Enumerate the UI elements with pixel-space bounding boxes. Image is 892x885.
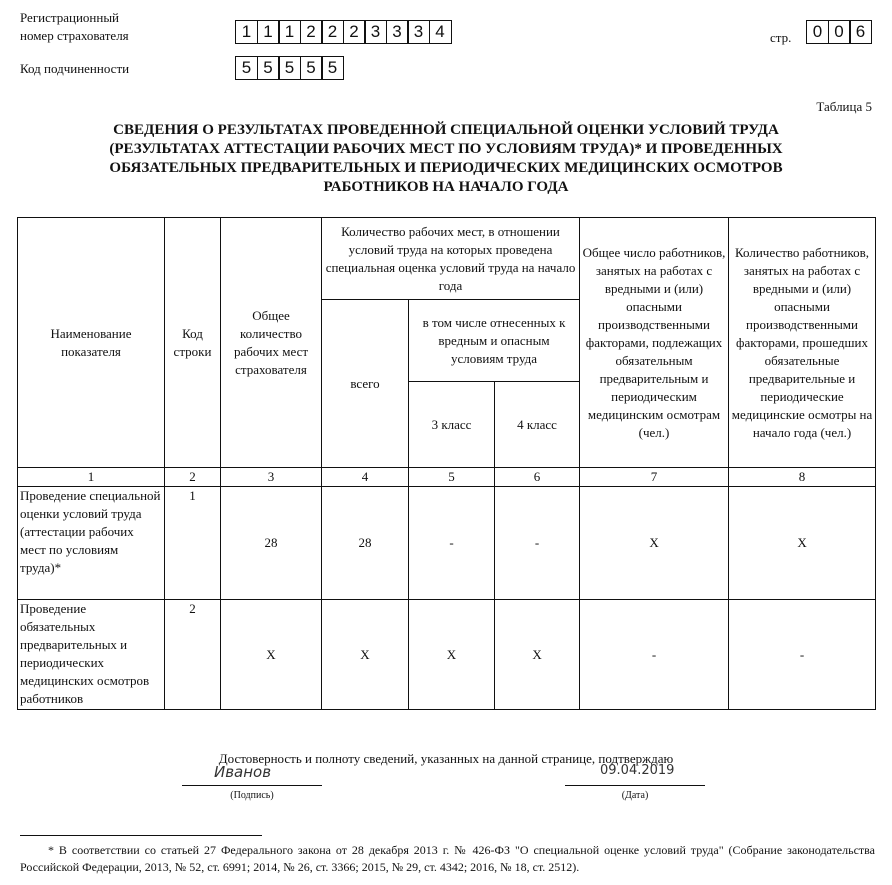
col-number: 1 (18, 468, 165, 487)
row-name: Проведение специальной оценки условий труда (аттестации рабочих мест по условиям труда)* (18, 487, 165, 600)
row-value: X (221, 600, 322, 710)
row-value: X (322, 600, 409, 710)
page-digit: 0 (828, 20, 851, 44)
subordination-label: Код подчиненности (20, 61, 130, 76)
header-workers-subject: Общее число работников, занятых на работах с вредными и (или) опасными производственными факторами, подлежащих обязательным предварительным и периодическим медицинским осмотрам (чел.) (580, 218, 729, 468)
header-harmful: в том числе отнесенных к вредным и опасным условиям труда (409, 300, 580, 382)
row-value: 28 (221, 487, 322, 600)
row-value: X (580, 487, 729, 600)
row-code: 1 (165, 487, 221, 600)
row-value: - (729, 600, 876, 710)
sub-digit: 5 (235, 56, 258, 80)
header-total-places: Общее количество рабочих мест страхователя (221, 218, 322, 468)
reg-digit: 2 (343, 20, 366, 44)
page-digit: 6 (849, 20, 872, 44)
signature: Иванов (214, 763, 272, 781)
table-number: Таблица 5 (816, 99, 872, 114)
page-label: стр. (770, 30, 792, 45)
col-number: 7 (580, 468, 729, 487)
page-number-boxes (806, 20, 871, 44)
reg-number-boxes (235, 20, 450, 44)
reg-digit: 1 (257, 20, 280, 44)
reg-digit: 4 (429, 20, 452, 44)
reg-digit: 3 (407, 20, 430, 44)
signature-line (182, 785, 322, 786)
col-number: 2 (165, 468, 221, 487)
reg-number-label: Регистрационный номер страхователя (20, 10, 129, 43)
page-title: СВЕДЕНИЯ О РЕЗУЛЬТАТАХ ПРОВЕДЕННОЙ СПЕЦИАЛЬНОЙ ОЦЕНКИ УСЛОВИЙ ТРУДА (РЕЗУЛЬТАТАХ АТТЕСТАЦИИ РАБОЧИХ МЕСТ ПО УСЛОВИЯМ ТРУДА)* И ПРОВЕДЕННЫХ ОБЯЗАТЕЛЬНЫХ ПРЕДВАРИТЕЛЬНЫХ И ПЕРИОДИЧЕСКИХ МЕДИЦИНСКИХ ОСМОТРОВ РАБОТНИКОВ НА НАЧАЛО ГОДА (109, 122, 783, 195)
signing-date: 09.04.2019 (600, 763, 675, 778)
reg-digit: 1 (278, 20, 301, 44)
header-name: Наименование показателя (18, 218, 165, 468)
sub-digit: 5 (257, 56, 280, 80)
reg-digit: 3 (364, 20, 387, 44)
row-value: X (409, 600, 495, 710)
date-caption: (Дата) (621, 790, 649, 801)
signature-caption: (Подпись) (230, 790, 274, 801)
header-class-4: 4 класс (495, 382, 580, 468)
col-number: 6 (495, 468, 580, 487)
reg-digit: 1 (235, 20, 258, 44)
sub-digit: 5 (278, 56, 301, 80)
reg-digit: 2 (300, 20, 323, 44)
header-all: всего (322, 300, 409, 468)
row-value: - (580, 600, 729, 710)
table-row (18, 600, 876, 710)
header-workers-examined: Количество работников, занятых на работах с вредными и (или) опасными производственными факторами, прошедших обязательные предварительные и периодические медицинские осмотры на начало года (чел.) (729, 218, 876, 468)
col-number: 8 (729, 468, 876, 487)
header-assessed-places: Количество рабочих мест, в отношении условий труда на которых проведена специальная оценка условий труда на начало года (322, 218, 580, 300)
footnote-divider (20, 835, 262, 836)
row-value: X (729, 487, 876, 600)
col-number: 3 (221, 468, 322, 487)
row-value: X (495, 600, 580, 710)
header-class-3: 3 класс (409, 382, 495, 468)
row-value: 28 (322, 487, 409, 600)
header-code: Код строки (165, 218, 221, 468)
row-code: 2 (165, 600, 221, 710)
row-value: - (495, 487, 580, 600)
row-value: - (409, 487, 495, 600)
col-number: 5 (409, 468, 495, 487)
page-digit: 0 (806, 20, 829, 44)
table-row (18, 487, 876, 600)
reg-digit: 2 (321, 20, 344, 44)
subordination-boxes (235, 56, 343, 80)
col-number: 4 (322, 468, 409, 487)
results-table (17, 217, 876, 710)
date-line (565, 785, 705, 786)
reg-digit: 3 (386, 20, 409, 44)
confirmation-text: Достоверность и полноту сведений, указанных на данной странице, подтверждаю (218, 751, 674, 766)
sub-digit: 5 (300, 56, 323, 80)
sub-digit: 5 (321, 56, 344, 80)
row-name: Проведение обязательных предварительных и периодических медицинских осмотров работников (18, 600, 165, 710)
footnote: * В соответствии со статьей 27 Федерального закона от 28 декабря 2013 г. № 426-ФЗ "О специальной оценке условий труда" (Собрание законодательства Российской Федерации, 2013, № 52, ст. 6991; 2014, № 26, ст. 3366; 2015, № 29, ст. 4342; 2016, № 18, ст. 2512). (20, 843, 875, 874)
